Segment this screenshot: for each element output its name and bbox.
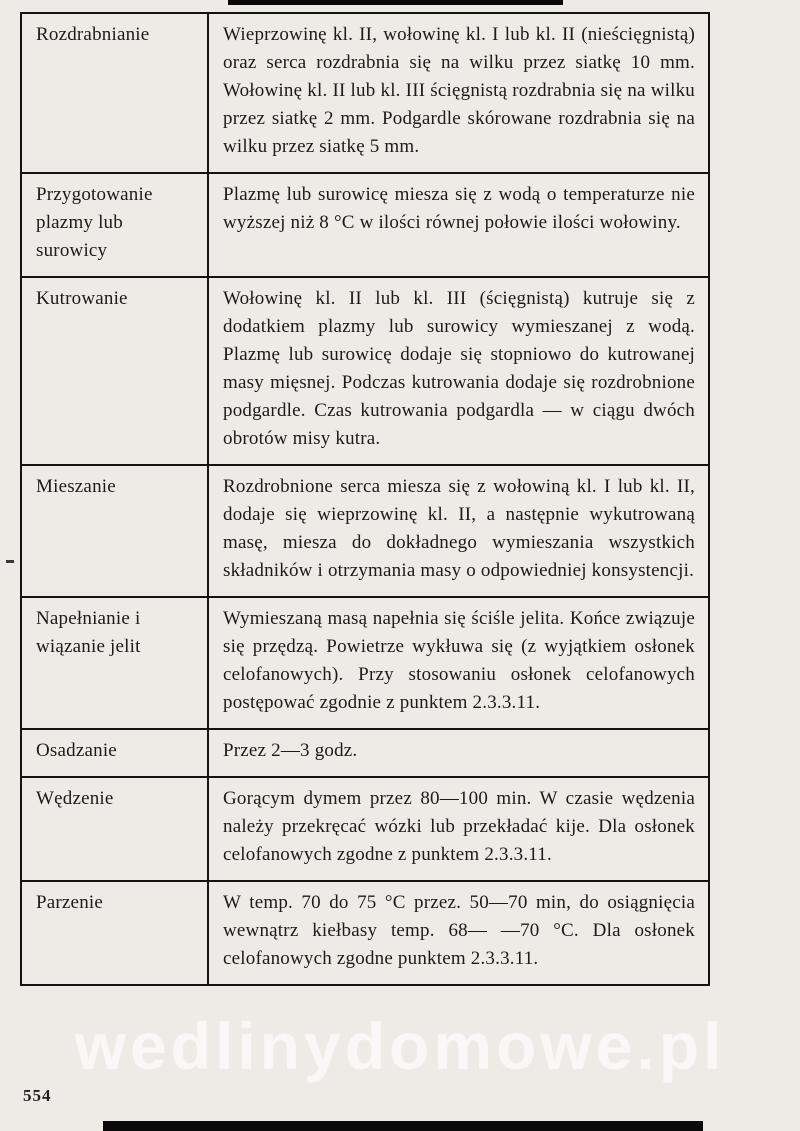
process-name: Parzenie: [21, 881, 208, 985]
scan-artifact-left-mark: [6, 560, 14, 563]
process-description-text: Rozdrobnione serca miesza się z wołowiną kl. I lub kl. II, dodaje się wieprzowinę kl. II, a następnie wykutrowaną masę, miesza do dokładnego wymieszania wszystkich składników i otrzymania masy o odpowiedniej konsystencji.: [223, 476, 695, 581]
process-table: [20, 12, 710, 986]
process-name: Osadzanie: [21, 729, 208, 777]
process-description-text: W temp. 70 do 75 °C przez. 50—70 min, do osiągnięcia wewnątrz kiełbasy temp. 68— —70 °C. Dla osłonek celofanowych zgodne punktem 2.3.3.11.: [223, 892, 695, 969]
table-row: [21, 13, 709, 173]
process-name: Wędzenie: [21, 777, 208, 881]
process-description: [208, 597, 709, 729]
process-name: Mieszanie: [21, 465, 208, 597]
scan-artifact-bottom-edge: [103, 1121, 703, 1131]
table-row: [21, 465, 709, 597]
process-description: [208, 277, 709, 465]
table-row: [21, 173, 709, 277]
table-row: [21, 277, 709, 465]
process-description-text: Przez 2—3 godz.: [223, 740, 358, 761]
table-row: [21, 881, 709, 985]
process-name: Przygotowanie plazmy lub surowicy: [21, 173, 208, 277]
page-number: 554: [23, 1086, 52, 1105]
process-name: Napełnianie i wiązanie jelit: [21, 597, 208, 729]
process-description-text: Plazmę lub surowicę miesza się z wodą o temperaturze nie wyższej niż 8 °C w ilości równej połowie ilości wołowiny.: [223, 184, 695, 233]
process-description: [208, 729, 709, 777]
process-description: [208, 465, 709, 597]
process-description: [208, 173, 709, 277]
process-name: Kutrowanie: [21, 277, 208, 465]
table-row: [21, 729, 709, 777]
table-row: [21, 777, 709, 881]
process-description: [208, 777, 709, 881]
process-description: [208, 13, 709, 173]
process-description: [208, 881, 709, 985]
watermark: wedlinydomowe.pl: [74, 1009, 726, 1083]
scan-artifact-top-edge: [228, 0, 563, 5]
process-description-text: Gorącym dymem przez 80—100 min. W czasie wędzenia należy przekręcać wózki lub przekładać kije. Dla osłonek celofanowych zgodne z punktem 2.3.3.11.: [223, 788, 695, 865]
process-description-text: Wymieszaną masą napełnia się ściśle jelita. Końce związuje się przędzą. Powietrze wykłuwa się (z wyjątkiem osłonek celofanowych). Przy stosowaniu osłonek celofanowych postępować zgodnie z punktem 2.3.3.11.: [223, 608, 695, 713]
process-description-text: Wieprzowinę kl. II, wołowinę kl. I lub kl. II (nieścięgnistą) oraz serca rozdrabnia się na wilku przez siatkę 10 mm. Wołowinę kl. II lub kl. III ścięgnistą rozdrabnia się na wilku przez siatkę 2 mm. Podgardle skórowane rozdrabnia się na wilku przez siatkę 5 mm.: [223, 24, 695, 157]
table-row: [21, 597, 709, 729]
process-name: Rozdrabnianie: [21, 13, 208, 173]
process-description-text: Wołowinę kl. II lub kl. III (ścięgnistą) kutruje się z dodatkiem plazmy lub surowicy wymieszanej z wodą. Plazmę lub surowicę dodaje się stopniowo do kutrowanej masy mięsnej. Podczas kutrowania dodaje się rozdrobnione podgardle. Czas kutrowania podgardla — w ciągu dwóch obrotów misy kutra.: [223, 288, 695, 449]
